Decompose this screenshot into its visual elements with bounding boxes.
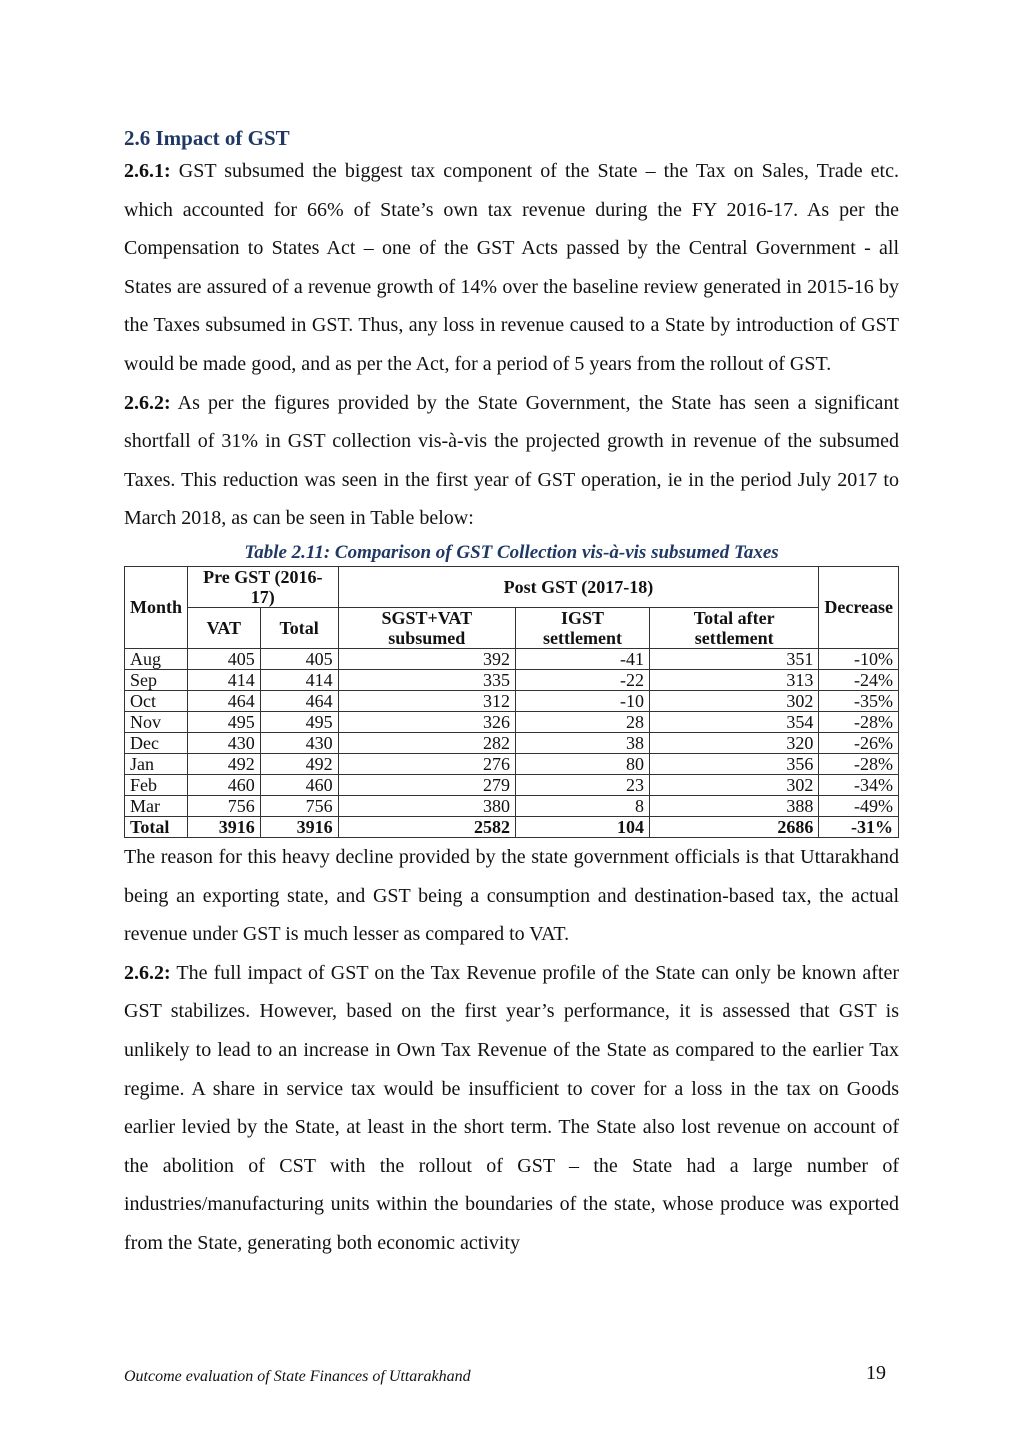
- section-heading: 2.6 Impact of GST: [124, 126, 290, 150]
- cell-decrease: -26%: [819, 732, 899, 753]
- cell-sgst: 279: [338, 774, 515, 795]
- cell-total-after: 313: [650, 669, 819, 690]
- cell-month: Mar: [125, 795, 188, 816]
- header-month: Month: [125, 566, 188, 648]
- cell-total-after: 320: [650, 732, 819, 753]
- paragraph-text: As per the figures provided by the State Government, the State has seen a significant shortfall of 31% in GST collection vis-à-vis the projected growth in revenue of the subsumed Taxes. This reduction was seen in the first year of GST operation, ie in the period July 2017 to March 2018, as can be seen in Table below:: [124, 391, 899, 530]
- cell-decrease: -35%: [819, 690, 899, 711]
- paragraph-number: 2.6.2:: [124, 961, 171, 984]
- cell-sgst: 335: [338, 669, 515, 690]
- cell-month: Sep: [125, 669, 188, 690]
- cell-igst: -41: [516, 648, 650, 669]
- cell-decrease: -24%: [819, 669, 899, 690]
- table-row: [125, 669, 899, 690]
- cell-sgst: 276: [338, 753, 515, 774]
- cell-month: Total: [125, 816, 188, 837]
- table-row: [125, 648, 899, 669]
- table-subheader-row: [125, 607, 899, 648]
- header-igst: IGST settlement: [516, 607, 650, 648]
- cell-vat: 414: [188, 669, 261, 690]
- cell-sgst: 2582: [338, 816, 515, 837]
- header-post-gst: Post GST (2017-18): [338, 566, 819, 607]
- cell-total-after: 302: [650, 690, 819, 711]
- cell-total: 492: [260, 753, 338, 774]
- cell-sgst: 392: [338, 648, 515, 669]
- cell-total: 405: [260, 648, 338, 669]
- cell-total: 414: [260, 669, 338, 690]
- cell-igst: 104: [516, 816, 650, 837]
- gst-comparison-table: [124, 566, 899, 838]
- cell-total-after: 356: [650, 753, 819, 774]
- page-footer: Outcome evaluation of State Finances of Uttarakhand: [124, 1368, 471, 1385]
- table-row: [125, 690, 899, 711]
- cell-sgst: 312: [338, 690, 515, 711]
- cell-decrease: -34%: [819, 774, 899, 795]
- cell-igst: 80: [516, 753, 650, 774]
- table-header-row: [125, 566, 899, 607]
- cell-decrease: -10%: [819, 648, 899, 669]
- cell-igst: -22: [516, 669, 650, 690]
- paragraph-2-6-2-impact: [124, 954, 899, 1263]
- cell-decrease: -28%: [819, 753, 899, 774]
- cell-month: Dec: [125, 732, 188, 753]
- cell-sgst: 326: [338, 711, 515, 732]
- cell-vat: 460: [188, 774, 261, 795]
- cell-igst: 23: [516, 774, 650, 795]
- cell-igst: -10: [516, 690, 650, 711]
- header-vat: VAT: [188, 607, 261, 648]
- cell-sgst: 380: [338, 795, 515, 816]
- cell-igst: 8: [516, 795, 650, 816]
- header-sgst-vat: SGST+VAT subsumed: [338, 607, 515, 648]
- page-number: 19: [866, 1362, 886, 1384]
- cell-total-after: 2686: [650, 816, 819, 837]
- cell-total: 430: [260, 732, 338, 753]
- table-row: [125, 711, 899, 732]
- header-decrease: Decrease: [819, 566, 899, 648]
- cell-decrease: -31%: [819, 816, 899, 837]
- cell-total: 460: [260, 774, 338, 795]
- table-row: [125, 795, 899, 816]
- cell-total: 3916: [260, 816, 338, 837]
- cell-total: 495: [260, 711, 338, 732]
- paragraph-text: GST subsumed the biggest tax component of the State – the Tax on Sales, Trade etc. which accounted for 66% of State’s own tax revenue during the FY 2016-17. As per the Compensation to States Act – one of the GST Acts passed by the Central Government - all States are assured of a revenue growth of 14% over the baseline review generated in 2015-16 by the Taxes subsumed in GST. Thus, any loss in revenue caused to a State by introduction of GST would be made good, and as per the Act, for a period of 5 years from the rollout of GST.: [124, 160, 899, 375]
- cell-total: 756: [260, 795, 338, 816]
- cell-vat: 756: [188, 795, 261, 816]
- cell-decrease: -28%: [819, 711, 899, 732]
- cell-total-after: 354: [650, 711, 819, 732]
- cell-month: Feb: [125, 774, 188, 795]
- table-caption: Table 2.11: Comparison of GST Collection vis-à-vis subsumed Taxes: [244, 541, 779, 563]
- cell-total-after: 388: [650, 795, 819, 816]
- header-total-after: Total after settlement: [650, 607, 819, 648]
- cell-total-after: 351: [650, 648, 819, 669]
- cell-vat: 430: [188, 732, 261, 753]
- cell-month: Jan: [125, 753, 188, 774]
- table-total-row: [125, 816, 899, 837]
- cell-vat: 405: [188, 648, 261, 669]
- paragraph-reason: The reason for this heavy decline provided by the state government officials is that Uttarakhand being an exporting state, and GST being a consumption and destination-based tax, the actual revenue under GST is much lesser as compared to VAT.: [124, 845, 899, 946]
- cell-total: 464: [260, 690, 338, 711]
- table-row: [125, 753, 899, 774]
- cell-vat: 3916: [188, 816, 261, 837]
- paragraph-number: 2.6.1:: [124, 160, 171, 182]
- header-pre-gst: Pre GST (2016-17): [188, 566, 339, 607]
- cell-igst: 38: [516, 732, 650, 753]
- cell-total-after: 302: [650, 774, 819, 795]
- table-body: [125, 648, 899, 837]
- table-row: [125, 732, 899, 753]
- paragraph-text: The full impact of GST on the Tax Revenue profile of the State can only be known after GST stabilizes. However, based on the first year’s performance, it is assessed that GST is unlikely to lead to an increase in Own Tax Revenue of the State as compared to the earlier Tax regime. A share in service tax would be insufficient to cover for a loss in the tax on Goods earlier levied by the State, at least in the short term. The State also lost revenue on account of the abolition of CST with the rollout of GST – the State had a large number of industries/manufacturing units within the boundaries of the state, whose produce was exported from the State, generating both economic activity: [124, 961, 899, 1254]
- page-body: [124, 124, 899, 1262]
- cell-vat: 464: [188, 690, 261, 711]
- header-total: Total: [260, 607, 338, 648]
- cell-vat: 495: [188, 711, 261, 732]
- cell-month: Nov: [125, 711, 188, 732]
- table-row: [125, 774, 899, 795]
- paragraph-2-6-2: [124, 384, 899, 538]
- cell-sgst: 282: [338, 732, 515, 753]
- cell-vat: 492: [188, 753, 261, 774]
- cell-decrease: -49%: [819, 795, 899, 816]
- cell-igst: 28: [516, 711, 650, 732]
- cell-month: Aug: [125, 648, 188, 669]
- paragraph-number: 2.6.2:: [124, 391, 171, 414]
- paragraph-2-6-1: [124, 152, 899, 384]
- cell-month: Oct: [125, 690, 188, 711]
